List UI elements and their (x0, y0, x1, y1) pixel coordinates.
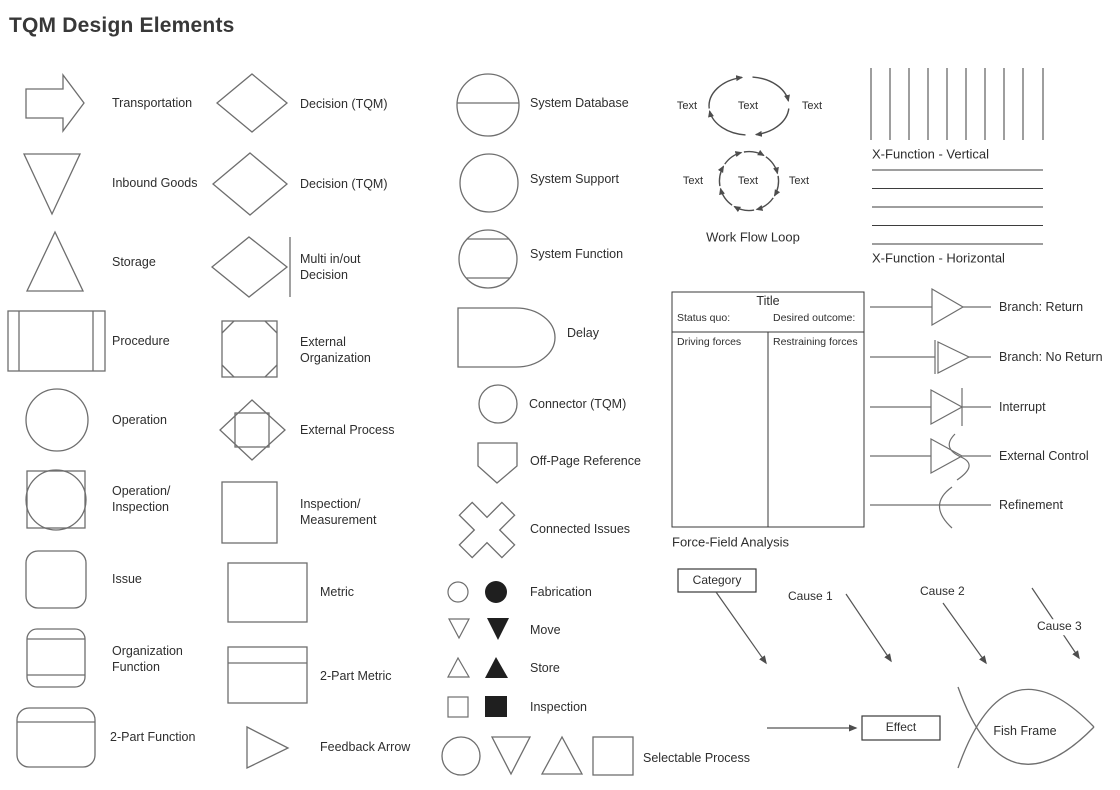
label-selectable-process: Selectable Process (643, 750, 751, 765)
label-two-part-metric: 2-Part Metric (320, 668, 392, 683)
x-function-vertical-caption: X-Function - Vertical (872, 146, 990, 162)
label-decision-2: Decision (TQM) (300, 176, 388, 191)
force-field-table (672, 292, 864, 527)
inspection-measurement-shape (222, 482, 277, 543)
move-symbols (449, 618, 509, 640)
label-procedure: Procedure (112, 333, 170, 348)
system-database-shape (457, 74, 519, 136)
label-issue: Issue (112, 571, 142, 586)
x-function-horizontal-caption: X-Function - Horizontal (872, 250, 1005, 266)
workflow-text-center-bottom: Text (737, 174, 759, 187)
label-inspection-measurement: Inspection/ Measurement (300, 496, 377, 527)
label-decision-1: Decision (TQM) (300, 96, 388, 111)
fishbone-category: Category (692, 573, 742, 588)
connector-shape (479, 385, 517, 423)
fish-frame-label: Fish Frame (993, 723, 1057, 738)
force-field-title: Title (756, 293, 780, 308)
two-part-function-shape (17, 708, 95, 767)
procedure-shape (8, 311, 105, 371)
issue-shape (26, 551, 86, 608)
two-part-metric-shape (228, 647, 307, 703)
selectable-process-shapes (442, 737, 633, 775)
store-symbols (448, 657, 508, 678)
label-refinement: Refinement (999, 497, 1063, 512)
connected-issues-shape (459, 502, 514, 557)
fishbone-effect: Effect (885, 720, 917, 735)
force-field-driving-forces: Driving forces (677, 336, 742, 349)
storage-shape (27, 232, 83, 291)
label-multi-decision: Multi in/out Decision (300, 251, 361, 282)
label-transportation: Transportation (112, 95, 193, 110)
organization-function-shape (27, 629, 85, 687)
interrupt-shape (870, 388, 991, 426)
workflow-text-right-bottom: Text (788, 174, 810, 187)
branch-return-shape (870, 289, 991, 325)
label-branch-return: Branch: Return (999, 299, 1084, 314)
label-system-function: System Function (530, 246, 624, 261)
work-flow-loop-caption: Work Flow Loop (706, 229, 800, 245)
label-operation-inspection: Operation/ Inspection (112, 483, 171, 514)
fishbone-cause-1: Cause 1 (788, 589, 833, 604)
transportation-arrow-shape (26, 75, 84, 131)
workflow-text-center-top: Text (737, 99, 759, 112)
metric-shape (228, 563, 307, 622)
label-feedback-arrow: Feedback Arrow (320, 739, 411, 754)
x-function-vertical-lines (871, 68, 1043, 140)
system-support-shape (460, 154, 518, 212)
label-storage: Storage (112, 254, 156, 269)
feedback-arrow-shape (247, 727, 288, 768)
inbound-goods-shape (24, 154, 80, 214)
label-organization-function: Organization Function (112, 643, 183, 674)
workflow-text-right-top: Text (801, 99, 823, 112)
label-store: Store (530, 660, 560, 675)
label-connected-issues: Connected Issues (530, 521, 631, 536)
label-delay: Delay (567, 325, 599, 340)
workflow-text-left-top: Text (676, 99, 698, 112)
external-organization-shape (222, 321, 277, 377)
label-external-process: External Process (300, 422, 395, 437)
label-inbound-goods: Inbound Goods (112, 175, 198, 190)
operation-shape (26, 389, 88, 451)
branch-no-return-shape (870, 340, 991, 374)
label-interrupt: Interrupt (999, 399, 1046, 414)
delay-shape (458, 308, 555, 367)
force-field-desired-outcome: Desired outcome: (773, 312, 856, 325)
decision-shape-1 (217, 74, 287, 132)
x-function-horizontal-lines (872, 170, 1043, 244)
system-function-shape (459, 230, 517, 288)
external-process-shape (220, 400, 285, 460)
off-page-reference-shape (478, 443, 517, 483)
force-field-status-quo: Status quo: (677, 312, 731, 325)
label-inspection: Inspection (530, 699, 587, 714)
label-fabrication: Fabrication (530, 584, 592, 599)
force-field-caption: Force-Field Analysis (672, 534, 790, 550)
label-connector: Connector (TQM) (529, 396, 627, 411)
operation-inspection-shape (26, 470, 86, 530)
fabrication-symbols (448, 581, 507, 603)
label-system-support: System Support (530, 171, 619, 186)
external-control-shape (870, 434, 991, 480)
label-two-part-function: 2-Part Function (110, 729, 196, 744)
label-external-control: External Control (999, 448, 1089, 463)
fishbone-cause-3: Cause 3 (1034, 619, 1085, 635)
label-external-organization: External Organization (300, 334, 371, 365)
label-metric: Metric (320, 584, 355, 599)
decision-shape-2 (213, 153, 287, 215)
multi-in-out-decision-shape (212, 237, 290, 297)
page-title: TQM Design Elements (9, 14, 235, 37)
label-off-page-reference: Off-Page Reference (530, 453, 641, 468)
label-operation: Operation (112, 412, 167, 427)
workflow-text-left-bottom: Text (682, 174, 704, 187)
label-branch-no-return: Branch: No Return (999, 349, 1103, 364)
label-move: Move (530, 622, 561, 637)
fishbone-cause-2: Cause 2 (920, 584, 965, 599)
label-system-database: System Database (530, 95, 629, 110)
inspection-symbols (448, 696, 507, 717)
refinement-shape (870, 487, 991, 528)
force-field-restraining-forces: Restraining forces (773, 336, 858, 349)
fishbone-diagram (678, 569, 1079, 740)
